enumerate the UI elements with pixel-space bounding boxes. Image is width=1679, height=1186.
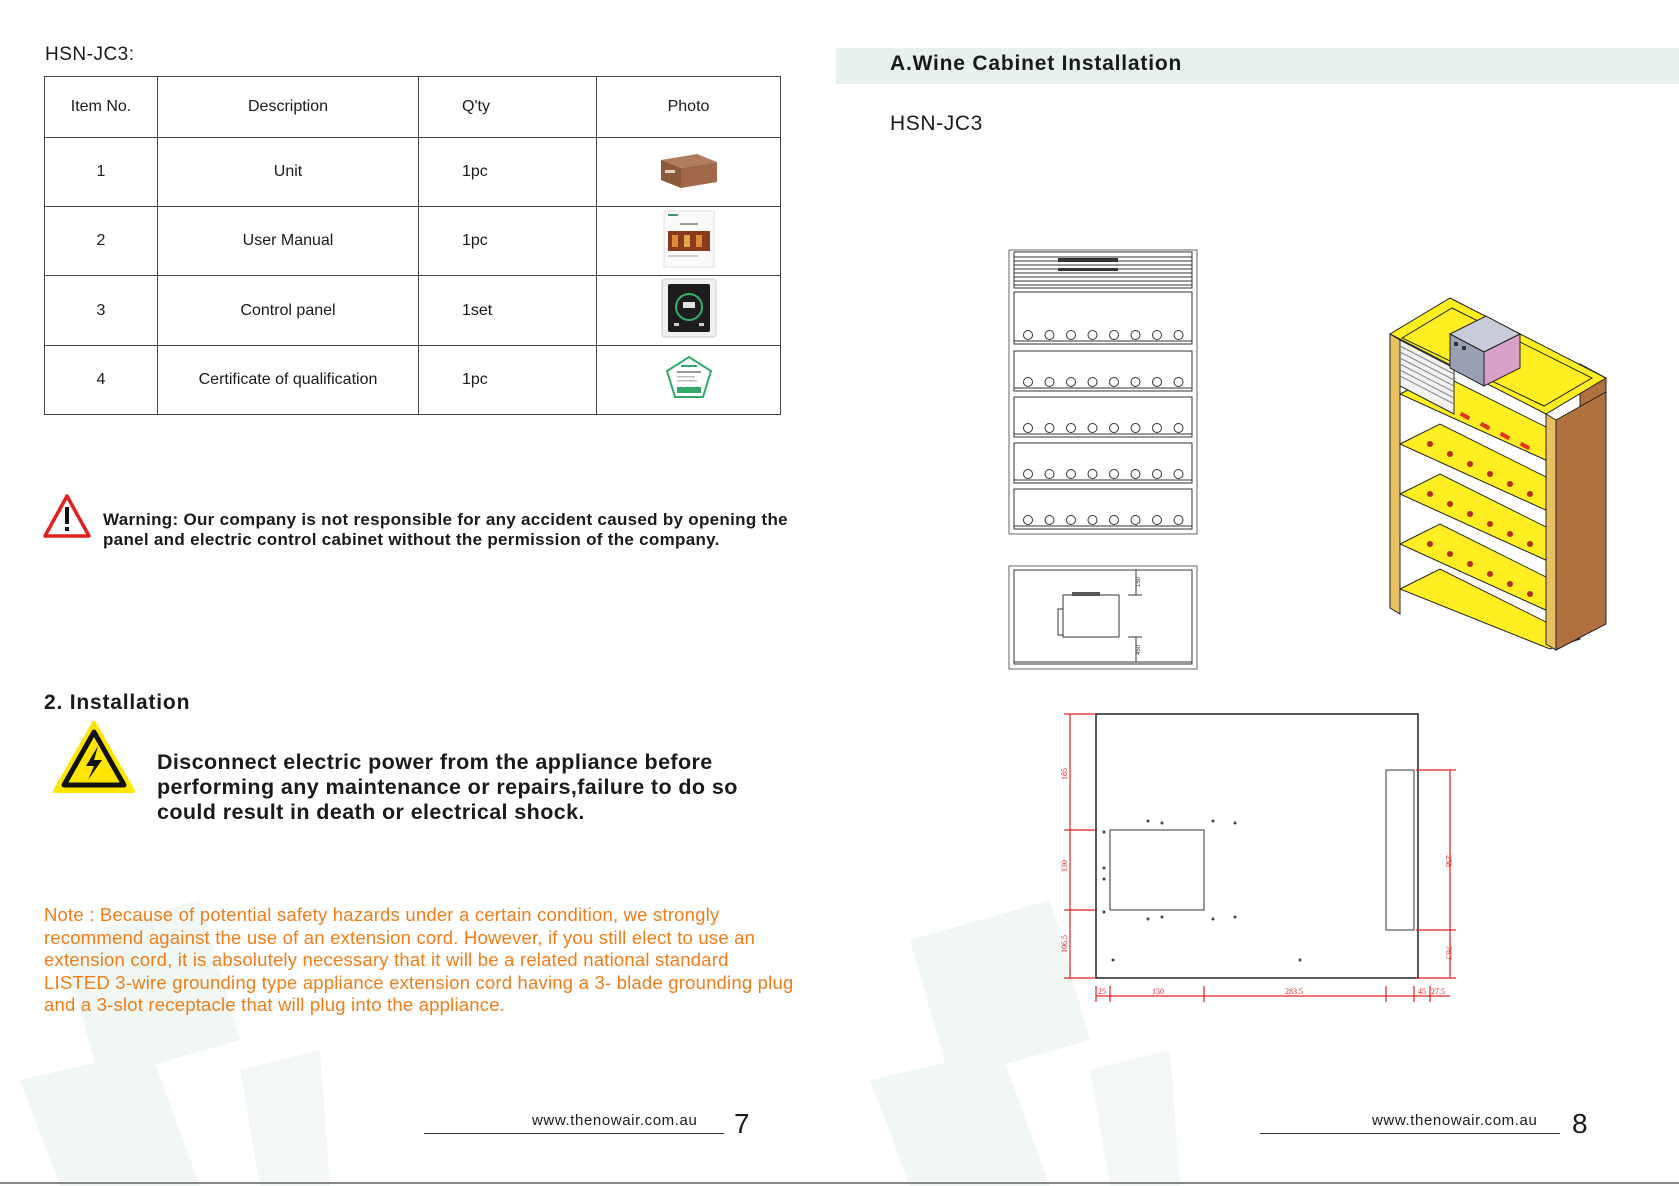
row-photo	[597, 138, 781, 207]
bottle-slot	[1110, 470, 1119, 479]
dim-right-lower: 76.7	[1444, 946, 1453, 960]
dim-left-top: 185	[1060, 768, 1069, 780]
bottle-slot	[1110, 424, 1119, 433]
bottle-slot	[1153, 470, 1162, 479]
row-item-no: 3	[45, 276, 158, 346]
user-manual-photo	[662, 209, 716, 269]
row-photo	[597, 276, 781, 346]
section-title: 2. Installation	[44, 691, 191, 714]
cabinet-top-view	[1008, 565, 1200, 671]
bottle-slot	[1024, 331, 1033, 340]
bottle-slot	[1110, 378, 1119, 387]
bottle-slot	[1045, 424, 1054, 433]
page-number-right: 8	[1572, 1108, 1588, 1139]
bottle-slot	[1045, 470, 1054, 479]
footer-rule-right	[1260, 1133, 1560, 1134]
bottle-slot	[1174, 424, 1183, 433]
model-title: HSN-JC3:	[45, 44, 135, 65]
bottle-slot	[1045, 331, 1054, 340]
row-description: Certificate of qualification	[158, 346, 419, 415]
bottle-slot	[1024, 378, 1033, 387]
bottle-slot	[1153, 516, 1162, 525]
front-shelf	[1014, 443, 1192, 483]
table-row	[45, 138, 781, 207]
dim-bottom-4: 45	[1418, 987, 1426, 996]
bottle-slot	[1131, 378, 1140, 387]
bottle-slot	[1110, 331, 1119, 340]
table-row	[45, 276, 781, 346]
bottle-slot	[1174, 516, 1183, 525]
page-number-left: 7	[734, 1108, 750, 1139]
bottle-slot	[1131, 424, 1140, 433]
row-qty: 1pc	[419, 346, 597, 415]
bottle-slot	[1024, 424, 1033, 433]
certificate-photo	[665, 355, 713, 401]
row-qty: 1set	[419, 276, 597, 346]
bottle-slot	[1088, 516, 1097, 525]
cutout-dimension-drawing	[1060, 710, 1460, 1010]
warning-text: Warning: Our company is not responsible for any accident caused by opening the panel and electric control cabinet without the permission of the company.	[103, 510, 788, 549]
note-text: Note : Because of potential safety hazards under a certain condition, we strongly recommend against the use of an extension cord. However, if you still elect to use an extension cord, it is absolutely necessary that it will be a related national standard LISTED 3-wire grounding type appliance extension cord having a 3- blade grounding plug and a 3-slot receptacle that will plug into the appliance.	[44, 904, 794, 1015]
table-header-row	[45, 77, 781, 138]
parts-table	[44, 76, 781, 415]
row-description: User Manual	[158, 207, 419, 276]
bottle-slot	[1174, 470, 1183, 479]
front-shelf	[1014, 397, 1192, 437]
banner-title: A.Wine Cabinet Installation	[890, 52, 1183, 75]
front-shelf	[1014, 351, 1192, 391]
row-item-no: 1	[45, 138, 158, 207]
row-qty: 1pc	[419, 138, 597, 207]
dim-top-view-lower: 450	[1136, 644, 1142, 655]
table-row	[45, 207, 781, 276]
cabinet-model: HSN-JC3	[890, 112, 983, 135]
bottle-slot	[1045, 378, 1054, 387]
cabinet-front-view	[1008, 249, 1200, 537]
dim-bottom-5: 27.5	[1431, 987, 1445, 996]
footer-url-left: www.thenowair.com.au	[532, 1112, 698, 1129]
bottle-slot	[1067, 331, 1076, 340]
row-qty: 1pc	[419, 207, 597, 276]
bottle-slot	[1131, 516, 1140, 525]
dim-bottom-2: 150	[1152, 987, 1164, 996]
bottle-slot	[1067, 516, 1076, 525]
warning-icon	[42, 493, 92, 539]
table-row	[45, 346, 781, 415]
bottle-slot	[1024, 470, 1033, 479]
bottle-slot	[1174, 378, 1183, 387]
bottle-slot	[1174, 331, 1183, 340]
bottle-slot	[1131, 331, 1140, 340]
bottle-slot	[1067, 470, 1076, 479]
footer-rule-left	[424, 1133, 724, 1134]
unit-box-photo	[657, 150, 721, 190]
bottle-slot	[1045, 516, 1054, 525]
bottle-slot	[1024, 516, 1033, 525]
footer-url-right: www.thenowair.com.au	[1372, 1112, 1538, 1129]
dim-right-upper: 258	[1444, 855, 1453, 867]
bottle-slot	[1088, 424, 1097, 433]
front-shelf	[1014, 292, 1192, 344]
dim-bottom-1: 25	[1098, 987, 1106, 996]
shock-warning-text: Disconnect electric power from the appliance before performing any maintenance or repairs,failure to do so could result in death or electrical shock.	[157, 750, 738, 824]
dim-left-middle: 130	[1060, 860, 1069, 872]
dim-left-bottom: 106.5	[1060, 935, 1069, 953]
row-photo	[597, 346, 781, 415]
cabinet-isometric-view	[1380, 294, 1610, 654]
bottle-slot	[1088, 331, 1097, 340]
page-bottom-edge	[0, 1182, 1679, 1184]
high-voltage-icon	[52, 720, 136, 796]
row-item-no: 4	[45, 346, 158, 415]
bottle-slot	[1153, 331, 1162, 340]
header-item-no: Item No.	[45, 77, 158, 138]
header-photo: Photo	[597, 77, 781, 138]
row-photo	[597, 207, 781, 276]
bottle-slot	[1153, 378, 1162, 387]
row-description: Control panel	[158, 276, 419, 346]
dim-top-view-upper: 150	[1136, 576, 1142, 587]
control-panel-photo	[660, 277, 718, 339]
row-description: Unit	[158, 138, 419, 207]
row-item-no: 2	[45, 207, 158, 276]
bottle-slot	[1110, 516, 1119, 525]
header-qty: Q'ty	[419, 77, 597, 138]
bottle-slot	[1088, 470, 1097, 479]
bottle-slot	[1131, 470, 1140, 479]
bottle-slot	[1153, 424, 1162, 433]
front-shelves	[1014, 292, 1192, 529]
dim-bottom-3: 283.5	[1285, 987, 1303, 996]
bottle-slot	[1088, 378, 1097, 387]
header-description: Description	[158, 77, 419, 138]
front-shelf	[1014, 489, 1192, 529]
bottle-slot	[1067, 378, 1076, 387]
bottle-slot	[1067, 424, 1076, 433]
